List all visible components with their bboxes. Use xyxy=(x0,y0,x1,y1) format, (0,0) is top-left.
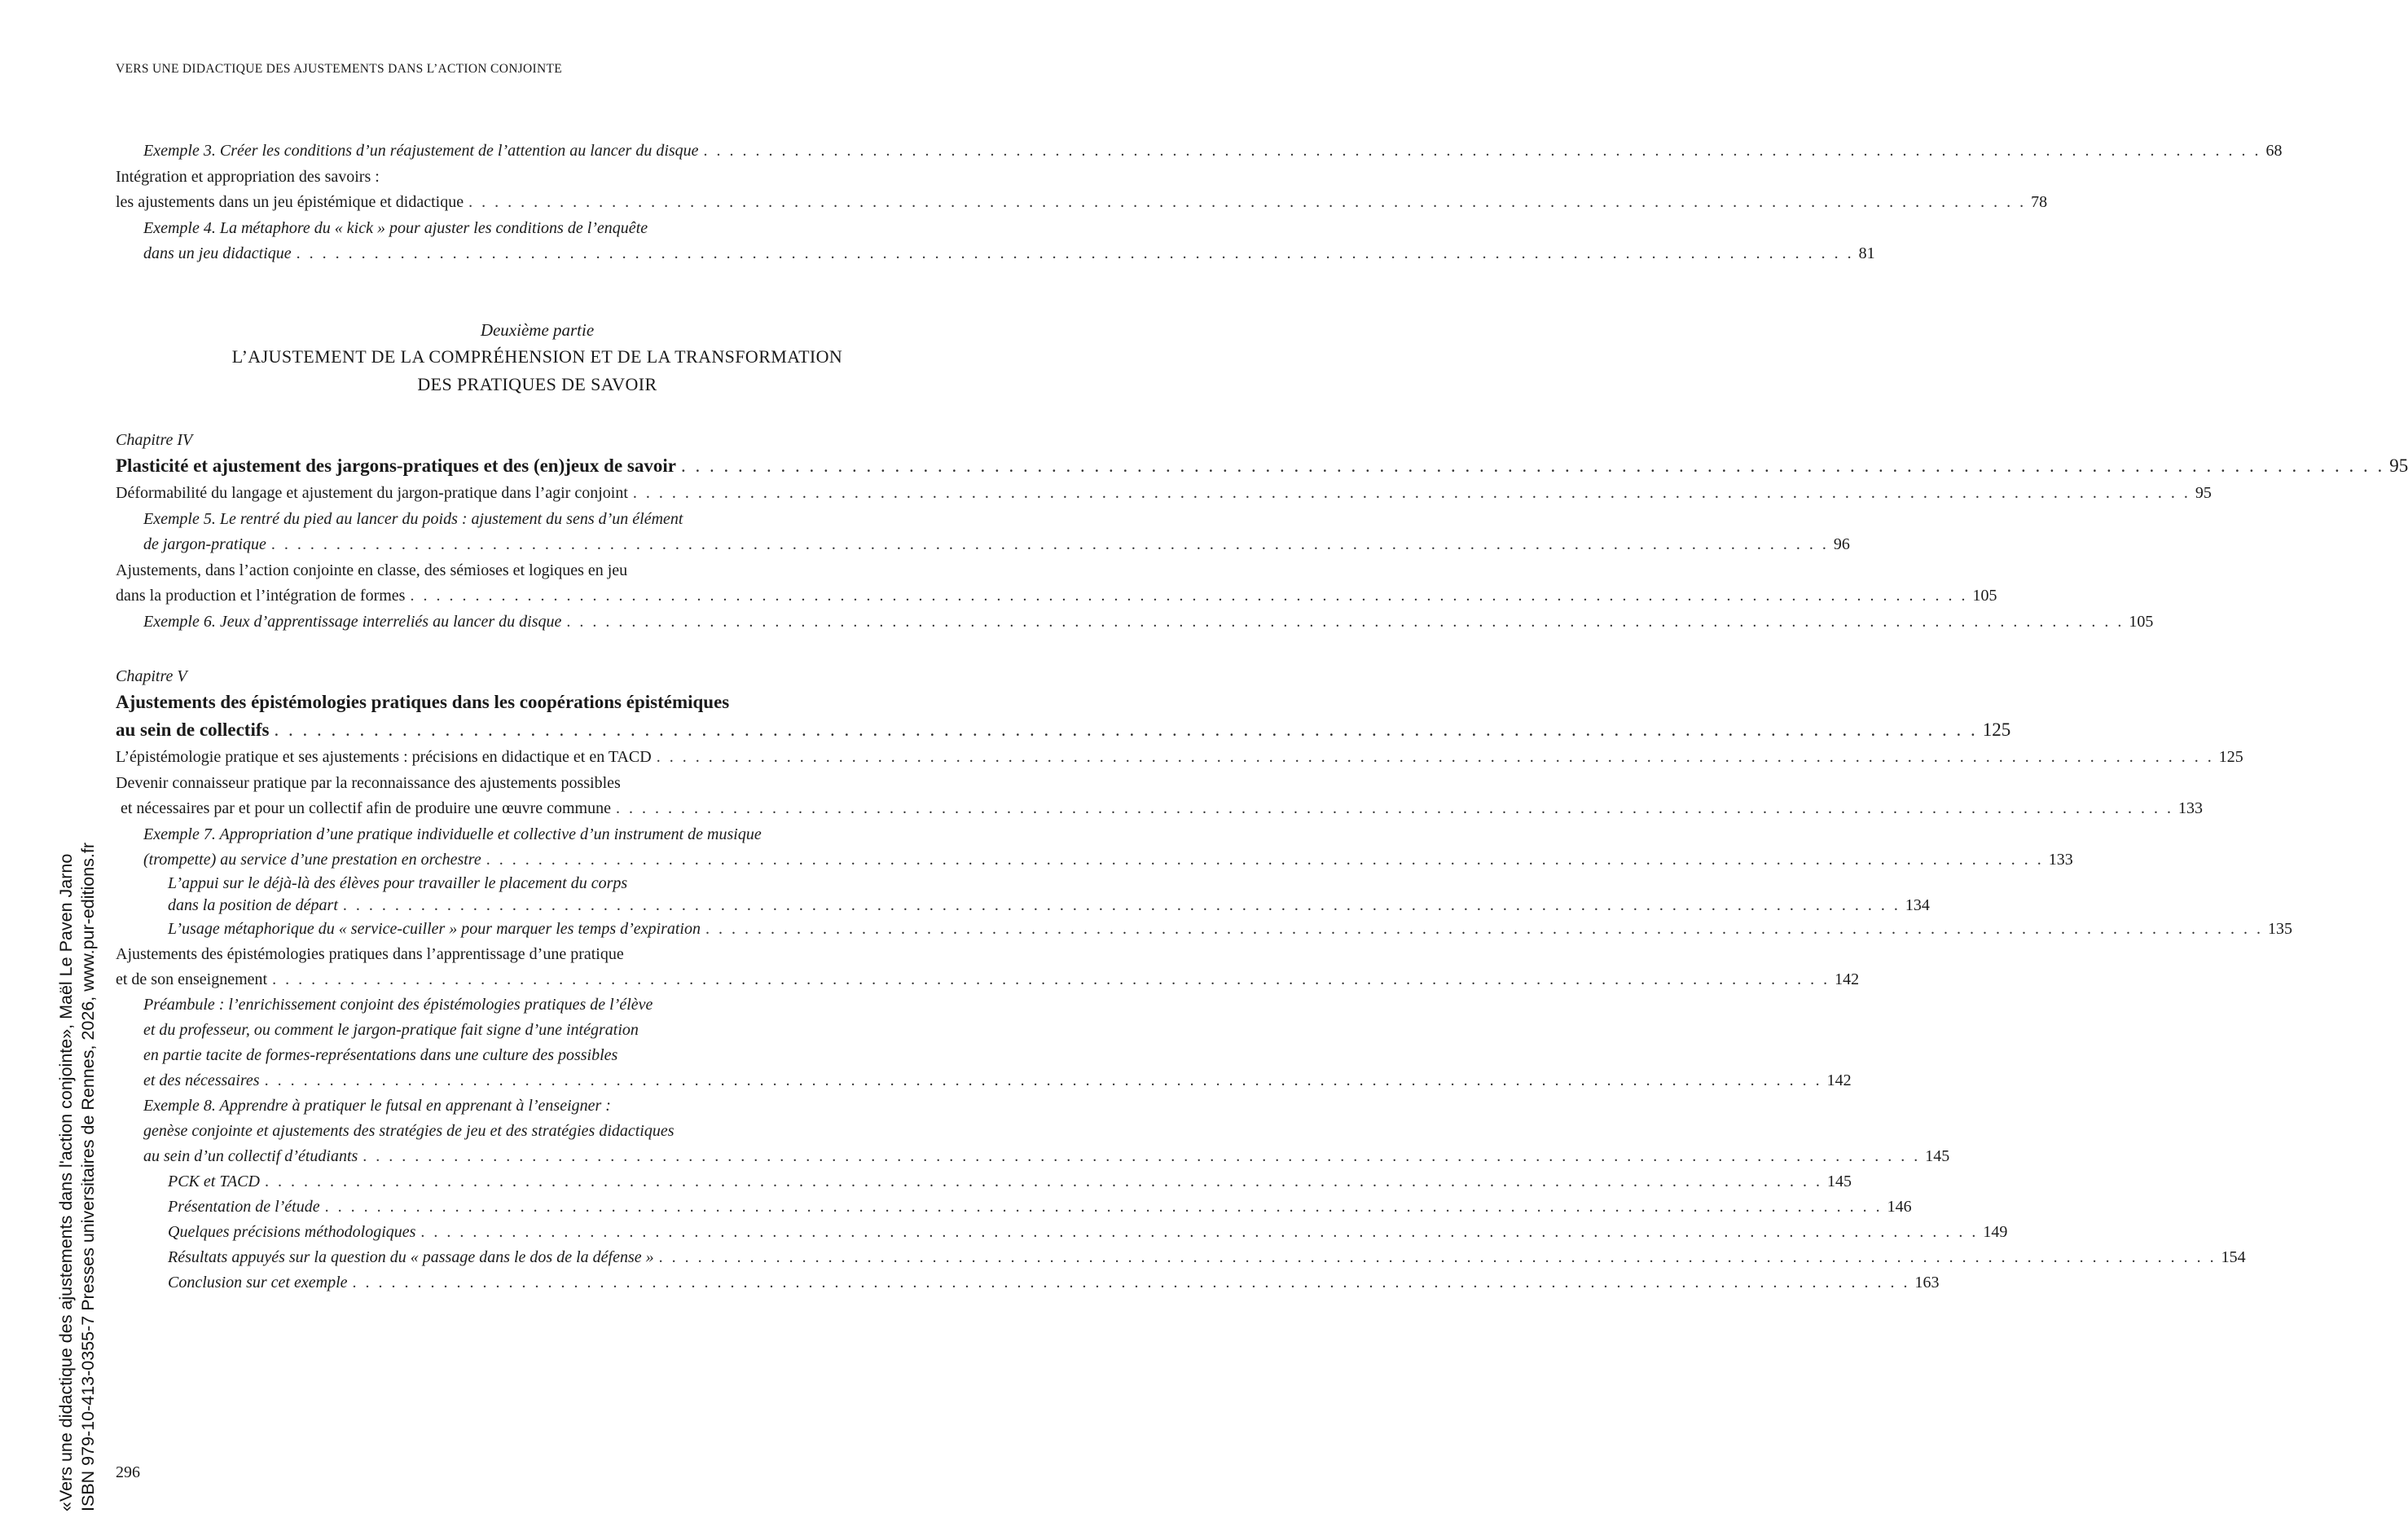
toc-entry-exemple-8[interactable] xyxy=(116,1093,1950,1169)
entry-title-cont: et du professeur, ou comment le jargon-pratique fait signe d’une intégration xyxy=(143,1021,639,1039)
page-ref: 149 xyxy=(1983,1223,2008,1241)
leader-dots: . . . . . . . . . . . . . . . . . . . . . . . . . . . . . . . . . . . . . . . . . . . . . . . . . . . . . . . . . . . . . . . . . . . . . . . . . . . . . . . . . . . . . . . . . . . . . . . . . . . . . . . . . . . . . . . . . . . . . . . . xyxy=(324,1198,1883,1216)
entry-title-cont: (trompette) au service d’une prestation en orchestre xyxy=(143,851,481,869)
page-ref: 154 xyxy=(2221,1248,2246,1266)
entry-title: Exemple 8. Apprendre à pratiquer le futsal en apprenant à l’enseigner : xyxy=(143,1097,611,1115)
part-label: Deuxième partie xyxy=(480,320,595,340)
chapter-5-title[interactable] xyxy=(116,689,2011,744)
chapter-title-text: Plasticité et ajustement des jargons-pratiques et des (en)jeux de savoir xyxy=(116,455,676,476)
toc-entry-connaisseur-pratique[interactable] xyxy=(116,771,2203,821)
chapter-4-label: Chapitre IV xyxy=(116,431,193,449)
page-ref: 145 xyxy=(1925,1147,1950,1165)
leader-dots: . . . . . . . . . . . . . . . . . . . . . . . . . . . . . . . . . . . . . . . . . . . . . . . . . . . . . . . . . . . . . . . . . . . . . . . . . . . . . . . . . . . . . . . . . . . . . . . . . . . . . . . . . . . . . . . . . . . . . . . . xyxy=(468,193,2027,211)
toc-subentry-presentation-etude[interactable] xyxy=(116,1195,1912,1220)
toc-entry-ajustements-epistemologies[interactable] xyxy=(116,942,1860,992)
chapter-5-label: Chapitre V xyxy=(116,667,187,685)
page-ref: 145 xyxy=(1826,1173,1852,1190)
toc-subentry-precisions-methodologiques[interactable] xyxy=(116,1220,2008,1245)
entry-title-cont: dans la position de départ xyxy=(168,896,338,914)
entry-title: Intégration et appropriation des savoirs : xyxy=(116,168,380,186)
entry-title: Exemple 5. Le rentré du pied au lancer du poids : ajustement du sens d’un élément xyxy=(143,510,683,528)
entry-title-cont: de jargon-pratique xyxy=(143,535,266,553)
entry-title: Quelques précisions méthodologiques xyxy=(168,1223,416,1241)
leader-dots: . . . . . . . . . . . . . . . . . . . . . . . . . . . . . . . . . . . . . . . . . . . . . . . . . . . . . . . . . . . . . . . . . . . . . . . . . . . . . . . . . . . . . . . . . . . . . . . . . . . . . . . . . . . . . . . . . . . . . . . . xyxy=(703,142,2261,160)
part-title-line-2: DES PRATIQUES DE SAVOIR xyxy=(417,374,657,394)
leader-dots: . . . . . . . . . . . . . . . . . . . . . . . . . . . . . . . . . . . . . . . . . . . . . . . . . . . . . . . . . . . . . . . . . . . . . . . . . . . . . . . . . . . . . . . . . . . . . . . . . . . . . . . . . . . . . . . . . . . . . . . . xyxy=(264,1071,1822,1089)
entry-title-cont: et de son enseignement xyxy=(116,970,268,988)
entry-title: Devenir connaisseur pratique par la reconnaissance des ajustements possibles xyxy=(116,774,621,792)
entry-title: Exemple 7. Appropriation d’une pratique individuelle et collective d’un instrument de musique xyxy=(143,825,762,843)
leader-dots: . . . . . . . . . . . . . . . . . . . . . . . . . . . . . . . . . . . . . . . . . . . . . . . . . . . . . . . . . . . . . . . . . . . . . . . . . . . . . . . . . . . . . . . . . . . . . . . . . . . . . . . . . . . . . . . . . . . . . . . . xyxy=(264,1173,1822,1190)
entry-title: L’usage métaphorique du « service-cuiller » pour marquer les temps d’expiration xyxy=(168,920,701,938)
toc-entry-integration[interactable] xyxy=(116,165,2048,215)
leader-dots: . . . . . . . . . . . . . . . . . . . . . . . . . . . . . . . . . . . . . . . . . . . . . . . . . . . . . . . . . . . . . . . . . . . . . . . . . . . . . . . . . . . . . . . . . . . . . . . . . . . . . . . . . . . . . . . . . . . . . . . . xyxy=(270,535,1829,553)
page-ref: 163 xyxy=(1914,1274,1940,1291)
leader-dots: . . . . . . . . . . . . . . . . . . . . . . . . . . . . . . . . . . . . . . . . . . . . . . . . . . . . . . . . . . . . . . . . . . . . . . . . . . . . . . . . . . . . . . . . . . . . . . . . . . . . . . . . . . . . . . . . . . . . . . . . xyxy=(632,484,2190,502)
page-ref: 135 xyxy=(2267,920,2292,938)
entry-title-cont: dans un jeu didactique xyxy=(143,244,292,262)
page-number: 296 xyxy=(116,1463,140,1481)
entry-title: Conclusion sur cet exemple xyxy=(168,1274,348,1291)
leader-dots: . . . . . . . . . . . . . . . . . . . . . . . . . . . . . . . . . . . . . . . . . . . . . . . . . . . . . . . . . . . . . . . . . . . . . . . . . . . . . . . . . . . . . . . . . . . . . . . . . . . . . . . . . . . . . . . . . . . . . . . . xyxy=(420,1223,1979,1241)
entry-title: Exemple 6. Jeux d’apprentissage interreliés au lancer du disque xyxy=(143,613,562,631)
entry-title-cont: dans la production et l’intégration de formes xyxy=(116,587,406,605)
page-ref: 125 xyxy=(2218,748,2243,766)
entry-title: PCK et TACD xyxy=(168,1173,260,1190)
leader-dots: . . . . . . . . . . . . . . . . . . . . . . . . . . . . . . . . . . . . . . . . . . . . . . . . . . . . . . . . . . . . . . . . . . . . . . . . . . . . . . . . . . . . . . . . . . . . . . . . . . . . . . . . . . . . . . . . . . . . . . . . xyxy=(363,1147,1921,1165)
side-credit-line-1: «Vers une didactique des ajustements dans l'action conjointe», Maël Le Paven Jarno xyxy=(56,853,76,1511)
toc-entry-exemple-4[interactable] xyxy=(116,216,1875,266)
entry-title: Exemple 3. Créer les conditions d’un réajustement de l’attention au lancer du disque xyxy=(143,142,699,160)
entry-title: Ajustements, dans l’action conjointe en classe, des sémioses et logiques en jeu xyxy=(116,561,628,579)
toc-entry-exemple-5[interactable] xyxy=(116,507,1850,557)
page-ref: 142 xyxy=(1835,970,1860,988)
entry-title: Déformabilité du langage et ajustement du jargon-pratique dans l’agir conjoint xyxy=(116,484,628,502)
page-ref: 95 xyxy=(2389,455,2408,476)
page-ref: 105 xyxy=(2129,613,2154,631)
leader-dots: . . . . . . . . . . . . . . . . . . . . . . . . . . . . . . . . . . . . . . . . . . . . . . . . . . . . . . . . . . . . . . . . . . . . . . . . . . . . . . . . . . . . . . . . . . . . . . . . . . . . . . . . . . . . . . . . . . . . . . . . xyxy=(272,970,1830,988)
entry-title: L’épistémologie pratique et ses ajustements : précisions en didactique et en TACD xyxy=(116,748,652,766)
toc-subentry-pck-tacd[interactable] xyxy=(116,1169,1852,1195)
toc-entry-exemple-6[interactable] xyxy=(116,609,2154,635)
toc-subentry-service-cuiller[interactable] xyxy=(116,917,2292,942)
toc-entry-deformabilite[interactable] xyxy=(116,481,2212,506)
entry-title-cont: au sein d’un collectif d’étudiants xyxy=(143,1147,358,1165)
part-heading xyxy=(116,317,959,398)
toc-entry-ajustements-semioses[interactable] xyxy=(116,558,1997,609)
toc-entry-exemple-3[interactable] xyxy=(116,139,2283,164)
leader-dots: . . . . . . . . . . . . . . . . . . . . . . . . . . . . . . . . . . . . . . . . . . . . . . . . . . . . . . . . . . . . . . . . . . . . . . . . . . . . . . . . . . . . . . . . . . . . . . . . . . . . . . . . . . . . . . . . . . . . . . . . xyxy=(352,1274,1910,1291)
leader-dots: . . . . . . . . . . . . . . . . . . . . . . . . . . . . . . . . . . . . . . . . . . . . . . . . . . . . . . . . . . . . . . . . . . . . . . . . . . . . . . . . . . . . . . . . . . . . . . . . . . . . . . . . . . . . . . . . . . . . . . . . xyxy=(274,719,1978,740)
entry-title: Exemple 4. La métaphore du « kick » pour ajuster les conditions de l’enquête xyxy=(143,219,648,237)
page-ref: 105 xyxy=(1972,587,1997,605)
page-ref: 133 xyxy=(2048,851,2073,869)
leader-dots: . . . . . . . . . . . . . . . . . . . . . . . . . . . . . . . . . . . . . . . . . . . . . . . . . . . . . . . . . . . . . . . . . . . . . . . . . . . . . . . . . . . . . . . . . . . . . . . . . . . . . . . . . . . . . . . . . . . . . . . . xyxy=(486,851,2044,869)
entry-title-cont: et nécessaires par et pour un collectif afin de produire une œuvre commune xyxy=(121,799,611,817)
toc-entry-preambule[interactable] xyxy=(116,992,1852,1093)
page-ref: 95 xyxy=(2195,484,2212,502)
page-ref: 96 xyxy=(1833,535,1850,553)
chapter-title-cont: au sein de collectifs xyxy=(116,719,270,740)
leader-dots: . . . . . . . . . . . . . . . . . . . . . . . . . . . . . . . . . . . . . . . . . . . . . . . . . . . . . . . . . . . . . . . . . . . . . . . . . . . . . . . . . . . . . . . . . . . . . . . . . . . . . . . . . . . . . . . . . . . . . . . . xyxy=(658,1248,2217,1266)
page-ref: 133 xyxy=(2177,799,2203,817)
chapter-4-title[interactable] xyxy=(116,452,2408,480)
leader-dots: . . . . . . . . . . . . . . . . . . . . . . . . . . . . . . . . . . . . . . . . . . . . . . . . . . . . . . . . . . . . . . . . . . . . . . . . . . . . . . . . . . . . . . . . . . . . . . . . . . . . . . . . . . . . . . . . . . . . . . . . xyxy=(705,920,2263,938)
leader-dots: . . . . . . . . . . . . . . . . . . . . . . . . . . . . . . . . . . . . . . . . . . . . . . . . . . . . . . . . . . . . . . . . . . . . . . . . . . . . . . . . . . . . . . . . . . . . . . . . . . . . . . . . . . . . . . . . . . . . . . . . xyxy=(566,613,2125,631)
side-credit xyxy=(55,843,99,1511)
entry-title: Résultats appuyés sur la question du « passage dans le dos de la défense » xyxy=(168,1248,654,1266)
leader-dots: . . . . . . . . . . . . . . . . . . . . . . . . . . . . . . . . . . . . . . . . . . . . . . . . . . . . . . . . . . . . . . . . . . . . . . . . . . . . . . . . . . . . . . . . . . . . . . . . . . . . . . . . . . . . . . . . . . . . . . . . xyxy=(342,896,1900,914)
entry-title-cont: les ajustements dans un jeu épistémique et didactique xyxy=(116,193,464,211)
entry-title: Présentation de l’étude xyxy=(168,1198,320,1216)
leader-dots: . . . . . . . . . . . . . . . . . . . . . . . . . . . . . . . . . . . . . . . . . . . . . . . . . . . . . . . . . . . . . . . . . . . . . . . . . . . . . . . . . . . . . . . . . . . . . . . . . . . . . . . . . . . . . . . . . . . . . . . . xyxy=(656,748,2214,766)
page-ref: 81 xyxy=(1858,244,1875,262)
leader-dots: . . . . . . . . . . . . . . . . . . . . . . . . . . . . . . . . . . . . . . . . . . . . . . . . . . . . . . . . . . . . . . . . . . . . . . . . . . . . . . . . . . . . . . . . . . . . . . . . . . . . . . . . . . . . . . . . . . . . . . . . xyxy=(680,455,2385,476)
part-title-line-1: L’AJUSTEMENT DE LA COMPRÉHENSION ET DE LA TRANSFORMATION xyxy=(231,346,843,367)
entry-title-cont: et des nécessaires xyxy=(143,1071,260,1089)
entry-title-cont: genèse conjointe et ajustements des stratégies de jeu et des stratégies didactiques xyxy=(143,1122,675,1140)
chapter-title-text: Ajustements des épistémologies pratiques dans les coopérations épistémiques xyxy=(116,692,730,712)
page-ref: 142 xyxy=(1826,1071,1852,1089)
toc-subentry-appui-deja-la[interactable] xyxy=(116,873,1930,917)
entry-title: L’appui sur le déjà-là des élèves pour travailler le placement du corps xyxy=(168,874,628,892)
toc-subentry-resultats[interactable] xyxy=(116,1245,2246,1270)
side-credit-line-2: ISBN 979-10-413-0355-7 Presses universitaires de Rennes, 2026, www.pur-editions.fr xyxy=(78,842,98,1511)
toc-entry-exemple-7[interactable] xyxy=(116,822,2073,873)
toc-entry-epistemologie-pratique[interactable] xyxy=(116,745,2243,770)
page-ref: 68 xyxy=(2265,142,2283,160)
page-ref: 78 xyxy=(2031,193,2048,211)
page-ref: 146 xyxy=(1887,1198,1912,1216)
running-head: VERS UNE DIDACTIQUE DES AJUSTEMENTS DANS L’ACTION CONJOINTE xyxy=(116,62,562,76)
leader-dots: . . . . . . . . . . . . . . . . . . . . . . . . . . . . . . . . . . . . . . . . . . . . . . . . . . . . . . . . . . . . . . . . . . . . . . . . . . . . . . . . . . . . . . . . . . . . . . . . . . . . . . . . . . . . . . . . . . . . . . . . xyxy=(296,244,1854,262)
table-of-contents xyxy=(116,139,2408,1296)
entry-title: Préambule : l’enrichissement conjoint des épistémologies pratiques de l’élève xyxy=(143,996,653,1014)
toc-subentry-conclusion[interactable] xyxy=(116,1270,1940,1296)
entry-title: Ajustements des épistémologies pratiques dans l’apprentissage d’une pratique xyxy=(116,945,624,963)
page-ref: 125 xyxy=(1982,719,2011,740)
leader-dots: . . . . . . . . . . . . . . . . . . . . . . . . . . . . . . . . . . . . . . . . . . . . . . . . . . . . . . . . . . . . . . . . . . . . . . . . . . . . . . . . . . . . . . . . . . . . . . . . . . . . . . . . . . . . . . . . . . . . . . . . xyxy=(615,799,2173,817)
page-ref: 134 xyxy=(1905,896,1930,914)
leader-dots: . . . . . . . . . . . . . . . . . . . . . . . . . . . . . . . . . . . . . . . . . . . . . . . . . . . . . . . . . . . . . . . . . . . . . . . . . . . . . . . . . . . . . . . . . . . . . . . . . . . . . . . . . . . . . . . . . . . . . . . . xyxy=(410,587,1968,605)
entry-title-cont: en partie tacite de formes-représentations dans une culture des possibles xyxy=(143,1046,618,1064)
